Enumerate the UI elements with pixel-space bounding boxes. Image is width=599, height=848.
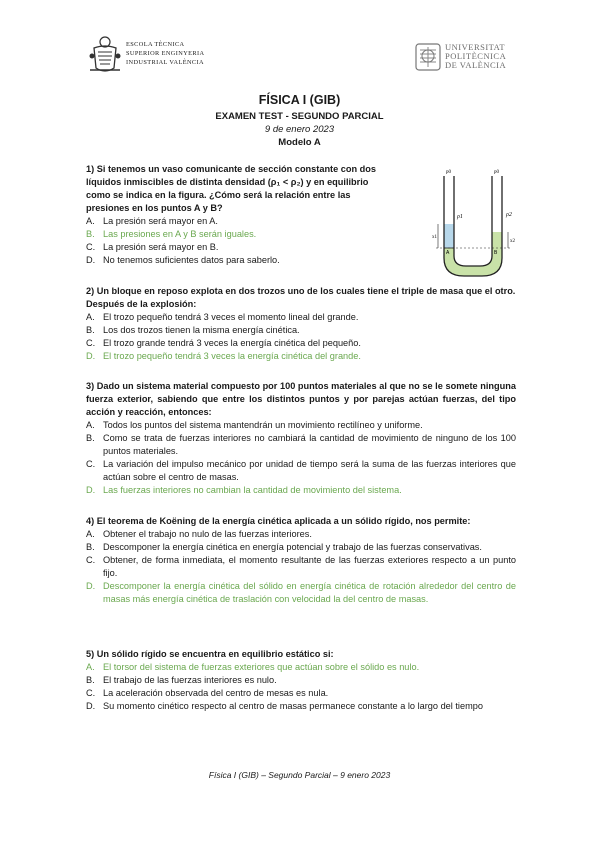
question-text: Si tenemos un vaso comunicante de sección constante con dos líquidos inmiscibles de distinta densidad (ρ₁ < ρ₂) y en equilibrio como se indica en la figura. ¿Cómo será la relación entre las presiones en los puntos A y B? (86, 164, 377, 213)
question-1 (86, 163, 386, 267)
exam-title: FÍSICA I (GIB) (258, 93, 341, 107)
option-letter: B. (86, 229, 95, 239)
question-text: Un bloque en reposo explota en dos trozos uno de los cuales tiene el triple de masa que el otro. Después de la explosión: (86, 286, 516, 309)
university-seal-icon (414, 42, 442, 72)
question-text: Un sólido rígido se encuentra en equilibrio estático si: (96, 649, 334, 659)
question-2 (86, 285, 516, 363)
option-letter: C. (86, 338, 96, 348)
option-correct[interactable] (86, 228, 386, 241)
option-text: La variación del impulso mecánico por unidad de tiempo será la suma de las fuerzas interiores que actúan sobre el centro de masas. (103, 459, 516, 482)
option-text: Obtener el trabajo no nulo de las fuerzas interiores. (103, 529, 312, 539)
question-3 (86, 380, 516, 497)
label-p0-right: p0 (494, 170, 499, 175)
option-text: Las fuerzas interiores no cambian la cantidad de movimiento del sistema. (103, 485, 402, 495)
option-letter: B. (86, 325, 95, 335)
option-letter: B. (86, 433, 95, 443)
option-text: Su momento cinético respecto al centro de masas permanece constante a lo largo del tiempo (103, 701, 483, 711)
options-list (86, 661, 516, 713)
question-number: 1) (86, 164, 95, 174)
option-text: El trozo grande tendrá 3 veces la energía cinética del pequeño. (103, 338, 361, 348)
option[interactable] (86, 432, 516, 458)
option-letter: C. (86, 459, 96, 469)
question-5 (86, 648, 516, 713)
question-stem (86, 648, 516, 661)
option-correct[interactable] (86, 661, 516, 674)
options-list (86, 311, 516, 363)
option[interactable] (86, 700, 516, 713)
option-text: El trabajo de las fuerzas interiores es nulo. (103, 675, 277, 685)
question-number: 4) (86, 516, 95, 526)
question-stem (86, 163, 386, 215)
option-text: Descomponer la energía cinética del sólido en energía cinética de rotación alrededor del centro de masas más energía cinética de traslación con velocidad la del centro de masas. (103, 581, 516, 604)
option[interactable] (86, 458, 516, 484)
label-x1: x1 (432, 235, 437, 240)
school-logo-line: ESCOLA TÈCNICA (126, 41, 185, 48)
option-letter: D. (86, 255, 96, 265)
options-list (86, 528, 516, 606)
option-text: Como se trata de fuerzas interiores no cambiará la cantidad de movimiento de ninguno de los 100 puntos materiales. (103, 433, 516, 456)
exam-model: Modelo A (278, 137, 321, 148)
option[interactable] (86, 687, 516, 700)
option-letter: D. (86, 581, 96, 591)
option[interactable] (86, 541, 516, 554)
question-number: 2) (86, 286, 95, 296)
option-correct[interactable] (86, 484, 516, 497)
question-text: Dado un sistema material compuesto por 100 puntos materiales al que no se le somete ninguna fuerza exterior, sabiendo que entre los distintos puntos y por parejas actúan fuerzas, del tipo acción y reacción, entonces: (86, 381, 516, 417)
school-logo-line: SUPERIOR ENGINYERIA (126, 50, 205, 57)
option-letter: D. (86, 351, 96, 361)
option-text: La presión será mayor en B. (103, 242, 219, 252)
option[interactable] (86, 324, 516, 337)
option[interactable] (86, 674, 516, 687)
option-text: La aceleración observada del centro de mesas es nula. (103, 688, 329, 698)
question-4 (86, 515, 516, 606)
option-letter: A. (86, 529, 95, 539)
option-text: Los dos trozos tienen la misma energía cinética. (103, 325, 300, 335)
option[interactable] (86, 419, 516, 432)
option[interactable] (86, 254, 386, 267)
university-logo (414, 42, 534, 76)
option[interactable] (86, 241, 386, 254)
options-list (86, 215, 386, 267)
option[interactable] (86, 528, 516, 541)
option-letter: C. (86, 242, 96, 252)
option[interactable] (86, 215, 386, 228)
option-letter: A. (86, 216, 95, 226)
option-text: El trozo pequeño tendrá 3 veces la energía cinética del grande. (103, 351, 361, 361)
question-number: 3) (86, 381, 95, 391)
option-text: La presión será mayor en A. (103, 216, 218, 226)
option-text: El torsor del sistema de fuerzas exteriores que actúan sobre el sólido es nulo. (103, 662, 420, 672)
option-text: Obtener, de forma inmediata, el momento resultante de las fuerzas exteriores respecto a un punto fijo. (103, 555, 516, 578)
question-stem (86, 515, 516, 528)
university-logo-line: DE VALÈNCIA (445, 60, 507, 70)
question-stem (86, 285, 516, 311)
exam-subtitle: EXAMEN TEST - SEGUNDO PARCIAL (215, 111, 384, 122)
option-letter: C. (86, 555, 96, 565)
option[interactable] (86, 311, 516, 324)
label-A: A (446, 250, 450, 256)
option-correct[interactable] (86, 580, 516, 606)
option-letter: A. (86, 312, 95, 322)
option-letter: D. (86, 701, 96, 711)
liquid-1-region (444, 224, 454, 248)
school-logo (88, 34, 228, 80)
option-letter: C. (86, 688, 96, 698)
option-text: El trozo pequeño tendrá 3 veces el momento lineal del grande. (103, 312, 359, 322)
page-footer: Física I (GIB) – Segundo Parcial – 9 enero 2023 (208, 770, 391, 780)
school-logo-line: INDUSTRIAL VALÈNCIA (126, 59, 204, 66)
question-stem (86, 380, 516, 419)
university-logo-line: POLITÈCNICA (445, 51, 507, 61)
university-logo-line: UNIVERSITAT (445, 42, 506, 52)
question-text: El teorema de Koëning de la energía cinética aplicada a un sólido rígido, nos permite: (96, 516, 471, 526)
option-text: Descomponer la energía cinética en energía potencial y trabajo de las fuerzas conservativas. (103, 542, 482, 552)
u-tube-figure (432, 166, 522, 281)
label-rho1: ρ1 (457, 214, 463, 220)
option-text: Las presiones en A y B serán iguales. (103, 229, 257, 239)
label-p0-left: p0 (446, 170, 451, 175)
option[interactable] (86, 554, 516, 580)
option[interactable] (86, 337, 516, 350)
option-text: No tenemos suficientes datos para saberlo. (103, 255, 280, 265)
question-number: 5) (86, 649, 95, 659)
exam-date: 9 de enero 2023 (264, 124, 335, 135)
label-x2: x2 (510, 239, 515, 244)
school-emblem-icon (88, 34, 122, 76)
option-letter: A. (86, 662, 95, 672)
option-letter: A. (86, 420, 95, 430)
option-letter: D. (86, 485, 96, 495)
label-B: B (494, 250, 498, 256)
option-correct[interactable] (86, 350, 516, 363)
options-list (86, 419, 516, 497)
option-text: Todos los puntos del sistema mantendrán un movimiento rectilíneo y uniforme. (103, 420, 423, 430)
option-letter: B. (86, 542, 95, 552)
option-letter: B. (86, 675, 95, 685)
label-rho2: ρ2 (506, 212, 512, 218)
